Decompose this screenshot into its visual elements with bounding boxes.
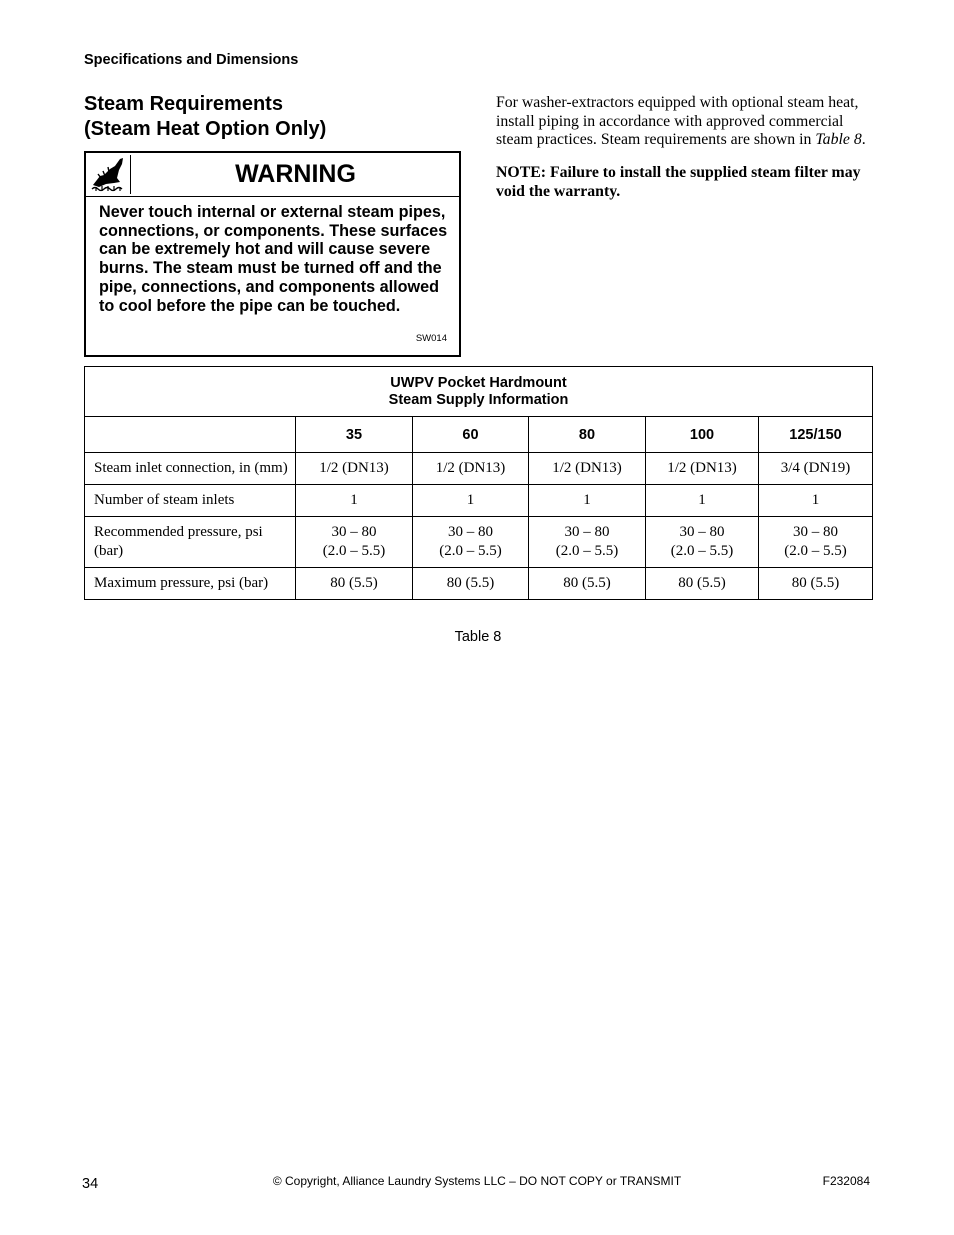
table-cell: 1: [529, 485, 646, 517]
table-cell: 1: [413, 485, 529, 517]
table-cell: 30 – 80 (2.0 – 5.5): [759, 517, 873, 568]
table-row: [85, 453, 873, 485]
warning-title: WARNING: [235, 160, 356, 188]
table-cell: 80 (5.5): [646, 568, 759, 600]
table-caption-cell: [85, 367, 873, 417]
table-header-model: 60: [413, 417, 529, 453]
intro-column: [496, 94, 868, 202]
intro-text: For washer-extractors equipped with optional steam heat, install piping in accordance with approved commercial steam practices. Steam requirements are shown in: [496, 94, 859, 149]
table-cell: 80 (5.5): [413, 568, 529, 600]
page-title-line-2: (Steam Heat Option Only): [84, 118, 327, 140]
table-cell: 1/2 (DN13): [296, 453, 413, 485]
copyright-notice: © Copyright, Alliance Laundry Systems LLC – DO NOT COPY or TRANSMIT: [272, 1174, 682, 1188]
table-cell: 30 – 80 (2.0 – 5.5): [413, 517, 529, 568]
table-cell: 30 – 80 (2.0 – 5.5): [296, 517, 413, 568]
table-row-label: Number of steam inlets: [85, 485, 296, 517]
table-row-label: Steam inlet connection, in (mm): [85, 453, 296, 485]
table-label: Table 8: [454, 629, 502, 645]
table-header-model: 100: [646, 417, 759, 453]
table-caption-line-1: UWPV Pocket Hardmount: [390, 374, 567, 391]
intro-paragraph: [496, 94, 868, 150]
table-cell: 1: [646, 485, 759, 517]
table-cell: 30 – 80 (2.0 – 5.5): [529, 517, 646, 568]
page-title: [84, 92, 326, 142]
warning-code: SW014: [415, 333, 447, 344]
steam-supply-table: [84, 366, 873, 600]
hot-surface-hand-icon: [88, 155, 131, 194]
table-header-model: 80: [529, 417, 646, 453]
table-header-row: [85, 417, 873, 453]
table-cell: 30 – 80 (2.0 – 5.5): [646, 517, 759, 568]
warning-header: [86, 153, 459, 197]
table-reference: Table 8: [815, 131, 862, 149]
table-header-model: 125/150: [759, 417, 873, 453]
table-row-label: Recommended pressure, psi (bar): [85, 517, 296, 568]
table-cell: 80 (5.5): [759, 568, 873, 600]
table-cell: 3/4 (DN19): [759, 453, 873, 485]
page-number: 34: [82, 1176, 99, 1192]
table-caption-line-2: Steam Supply Information: [388, 391, 569, 408]
table-header-model: 35: [296, 417, 413, 453]
table-row: [85, 485, 873, 517]
table-cell: 80 (5.5): [529, 568, 646, 600]
table-body: [85, 453, 873, 600]
table-cell: 1/2 (DN13): [529, 453, 646, 485]
table-cell: 1/2 (DN13): [413, 453, 529, 485]
table-row-label: Maximum pressure, psi (bar): [85, 568, 296, 600]
table-row: [85, 568, 873, 600]
warning-text: Never touch internal or external steam pipes, connections, or components. These surfaces can be extremely hot and will cause severe burns. The steam must be turned off and the pipe, connections, and components allowed to cool before the pipe can be touched.: [99, 203, 448, 315]
document-number: F232084: [822, 1174, 870, 1188]
section-header: Specifications and Dimensions: [84, 52, 299, 68]
intro-text-end: .: [861, 131, 866, 149]
table-cell: 1: [759, 485, 873, 517]
table-cell: 1/2 (DN13): [646, 453, 759, 485]
page-title-line-1: Steam Requirements: [84, 93, 283, 115]
warranty-note: NOTE: Failure to install the supplied steam filter may void the warranty.: [496, 164, 861, 200]
warning-box: [84, 151, 461, 357]
table-cell: 1: [296, 485, 413, 517]
table-header-blank: [85, 417, 296, 453]
table-cell: 80 (5.5): [296, 568, 413, 600]
table-row: [85, 517, 873, 568]
